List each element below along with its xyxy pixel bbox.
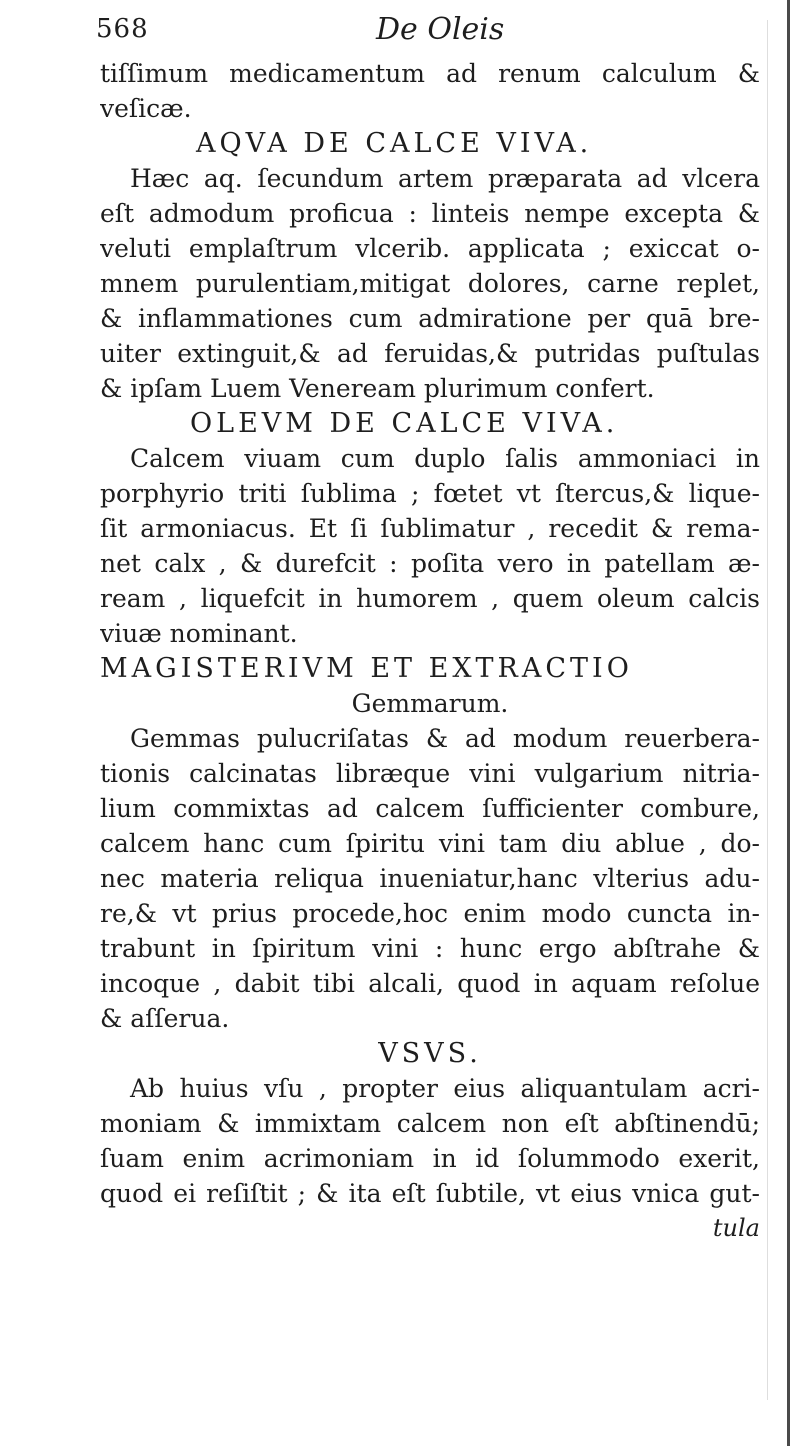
running-title: De Oleis	[376, 12, 505, 47]
section-heading-usus: VSVS.	[378, 1038, 482, 1069]
section-heading-magisterium: MAGISTERIVM ET EXTRACTIO	[100, 653, 633, 684]
catchword: tula	[712, 1214, 760, 1242]
text-line: veluti emplaſtrum vlcerib. applicata ; exiccat o-	[100, 234, 760, 263]
text-line: Gemmas pulucriſatas & ad modum reuerbera-	[130, 724, 760, 753]
text-line: re,& vt prius procede,hoc enim modo cuncta in-	[100, 899, 760, 928]
text-line: porphyrio triti ſublima ; fœtet vt ſtercus,& lique-	[100, 479, 760, 508]
text-line: veſicæ.	[100, 94, 192, 123]
text-line: ſuam enim acrimoniam in id ſolummodo exerit,	[100, 1144, 760, 1173]
text-line: & aſſerua.	[100, 1004, 230, 1033]
section-heading-aqua-de-calce-viva: AQVA DE CALCE VIVA.	[196, 128, 593, 159]
text-line: tiſſimum medicamentum ad renum calculum &	[100, 59, 760, 88]
text-line: mnem purulentiam,mitigat dolores, carne replet,	[100, 269, 760, 298]
text-line: moniam & immixtam calcem non eſt abſtinendū;	[100, 1109, 760, 1138]
text-line: tionis calcinatas libræque vini vulgarium nitria-	[100, 759, 760, 788]
section-heading-oleum-de-calce-viva: OLEVM DE CALCE VIVA.	[190, 408, 619, 439]
page-header	[96, 10, 756, 54]
text-line: calcem hanc cum ſpiritu vini tam diu ablue , do-	[100, 829, 760, 858]
text-line: viuæ nominant.	[100, 619, 298, 648]
text-line: incoque , dabit tibi alcali, quod in aquam reſolue	[100, 969, 760, 998]
page-fold-line	[767, 20, 768, 1400]
text-line: Hæc aq. ſecundum artem præparata ad vlcera	[130, 164, 760, 193]
text-line: trabunt in ſpiritum vini : hunc ergo abſtrahe &	[100, 934, 760, 963]
text-line: ream , liquefcit in humorem , quem oleum calcis	[100, 584, 760, 613]
page-number: 568	[96, 14, 149, 44]
text-line: lium commixtas ad calcem ſufficienter combure,	[100, 794, 760, 823]
text-line: Calcem viuam cum duplo ſalis ammoniaci in	[130, 444, 760, 473]
text-line: & inflammationes cum admiratione per quā bre-	[100, 304, 760, 333]
text-line: net calx , & durefcit : poſita vero in patellam æ-	[100, 549, 760, 578]
text-line: Ab huius vſu , propter eius aliquantulam acri-	[130, 1074, 760, 1103]
text-line: quod ei reſiſtit ; & ita eſt ſubtile, vt eius vnica gut-	[100, 1179, 760, 1208]
text-line: ſit armoniacus. Et ſi ſublimatur , recedit & rema-	[100, 514, 760, 543]
text-line: nec materia reliqua inueniatur,hanc vlterius adu-	[100, 864, 760, 893]
text-line: & ipſam Luem Veneream plurimum confert.	[100, 374, 655, 403]
page-edge-shadow	[787, 0, 790, 1446]
body-text	[100, 56, 760, 1246]
section-subheading-gemmarum: Gemmarum.	[351, 689, 509, 718]
text-line: eſt admodum proficua : linteis nempe excepta &	[100, 199, 760, 228]
text-line: uiter extinguit,& ad feruidas,& putridas puſtulas	[100, 339, 760, 368]
